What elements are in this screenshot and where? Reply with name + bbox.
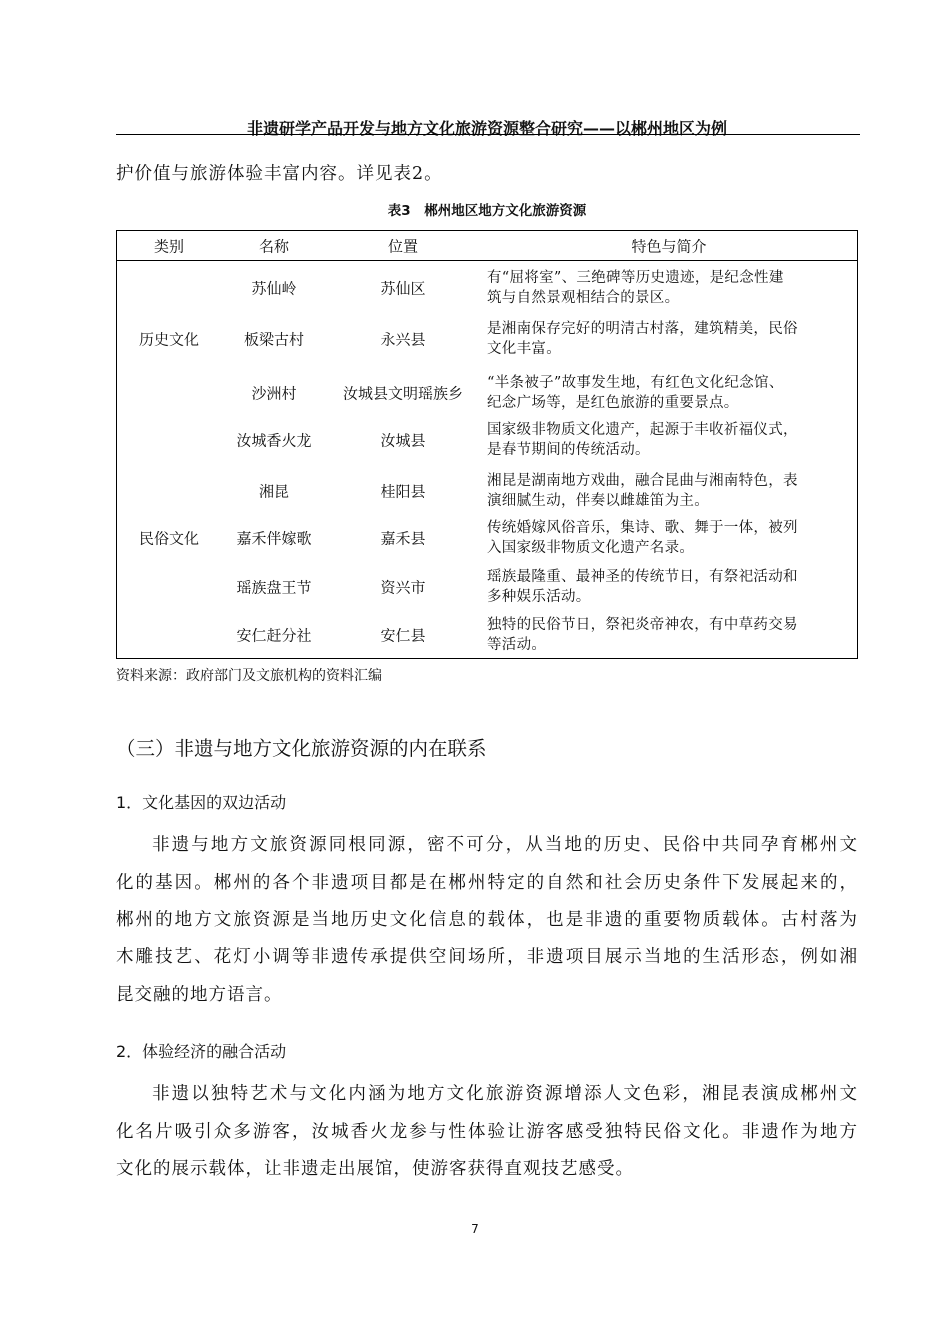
section-title: （三）非遗与地方文化旅游资源的内在联系 [116,737,487,760]
description-line: 纪念广场等，是红色旅游的重要景点。 [487,395,739,411]
paragraph-line: 木雕技艺、花灯小调等非遗传承提供空间场所，非遗项目展示当地的生活形态，例如湘 [116,947,858,967]
table-source: 资料来源：政府部门及文旅机构的资料汇编 [116,668,382,684]
resource-description [487,319,798,359]
description-line: 等活动。 [487,637,547,653]
resource-name: 嘉禾伴嫁歌 [236,529,312,548]
header-location: 位置 [387,237,419,256]
category-history: 历史文化 [138,330,200,349]
description-line: 筑与自然景观相结合的景区。 [487,290,680,306]
table-header-rule [117,260,857,261]
category-folk: 民俗文化 [138,529,200,548]
resource-name: 安仁赶分社 [236,626,312,645]
resource-name: 苏仙岭 [251,279,297,298]
resource-description [487,268,784,308]
resource-description [487,518,798,558]
table-caption: 表3 郴州地区地方文化旅游资源 [387,203,587,219]
resource-description [487,420,798,460]
resource-name: 湘昆 [258,482,290,501]
resource-location: 汝城县 [380,431,426,450]
resource-description [487,373,784,413]
resource-location: 苏仙区 [380,279,426,298]
paragraph-line: 非遗以独特艺术与文化内涵为地方文化旅游资源增添人文色彩，湘昆表演成郴州文 [152,1084,858,1104]
description-line: 有“屈将室”、三绝碑等历史遗迹，是纪念性建 [487,270,784,286]
running-header: 非遗研学产品开发与地方文化旅游资源整合研究——以郴州地区为例 [246,119,727,138]
resources-table [116,230,858,659]
subsection-2-title: 2．体验经济的融合活动 [116,1042,287,1061]
resource-location: 桂阳县 [380,482,426,501]
resource-name: 瑶族盘王节 [236,578,312,597]
resource-location: 汝城县文明瑶族乡 [342,384,464,403]
description-line: 传统婚嫁风俗音乐，集诗、歌、舞于一体，被列 [487,520,798,536]
resource-description [487,615,798,655]
description-line: 湘昆是湖南地方戏曲，融合昆曲与湘南特色，表 [487,473,798,489]
intro-line: 护价值与旅游体验丰富内容。详见表2。 [116,164,443,184]
description-line: 文化丰富。 [487,341,561,357]
header-category: 类别 [153,237,185,256]
paragraph-line: 化的基因。郴州的各个非遗项目都是在郴州特定的自然和社会历史条件下发展起来的， [116,873,858,893]
description-line: 瑶族最隆重、最神圣的传统节日，有祭祀活动和 [487,569,798,585]
resource-description [487,567,798,607]
paragraph-line: 化名片吸引众多游客，汝城香火龙参与性体验让游客感受独特民俗文化。非遗作为地方 [116,1122,858,1142]
header-rule [116,134,860,135]
description-line: 入国家级非物质文化遗产名录。 [487,540,695,556]
description-line: 国家级非物质文化遗产，起源于丰收祈福仪式， [487,422,798,438]
resource-name: 沙洲村 [251,384,297,403]
description-line: 多种娱乐活动。 [487,589,591,605]
description-line: 是春节期间的传统活动。 [487,442,650,458]
paragraph-line: 文化的展示载体，让非遗走出展馆，使游客获得直观技艺感受。 [116,1159,634,1179]
header-description: 特色与简介 [631,237,707,256]
description-line: 演细腻生动，伴奏以雌雄笛为主。 [487,493,709,509]
page-number: 7 [471,1222,479,1236]
paragraph-line: 非遗与地方文旅资源同根同源，密不可分，从当地的历史、民俗中共同孕育郴州文 [152,835,858,855]
subsection-1-title: 1．文化基因的双边活动 [116,793,287,812]
resource-name: 板梁古村 [243,330,305,349]
paragraph-line: 昆交融的地方语言。 [116,985,283,1005]
header-name: 名称 [258,237,290,256]
resource-location: 资兴市 [380,578,426,597]
resource-location: 永兴县 [380,330,426,349]
description-line: 独特的民俗节日，祭祀炎帝神农，有中草药交易 [487,617,798,633]
resource-name: 汝城香火龙 [236,431,312,450]
resource-location: 嘉禾县 [380,529,426,548]
description-line: “半条被子”故事发生地，有红色文化纪念馆、 [487,375,784,391]
resource-description [487,471,798,511]
resource-location: 安仁县 [380,626,426,645]
description-line: 是湘南保存完好的明清古村落，建筑精美，民俗 [487,321,798,337]
paragraph-line: 郴州的地方文旅资源是当地历史文化信息的载体，也是非遗的重要物质载体。古村落为 [116,910,858,930]
